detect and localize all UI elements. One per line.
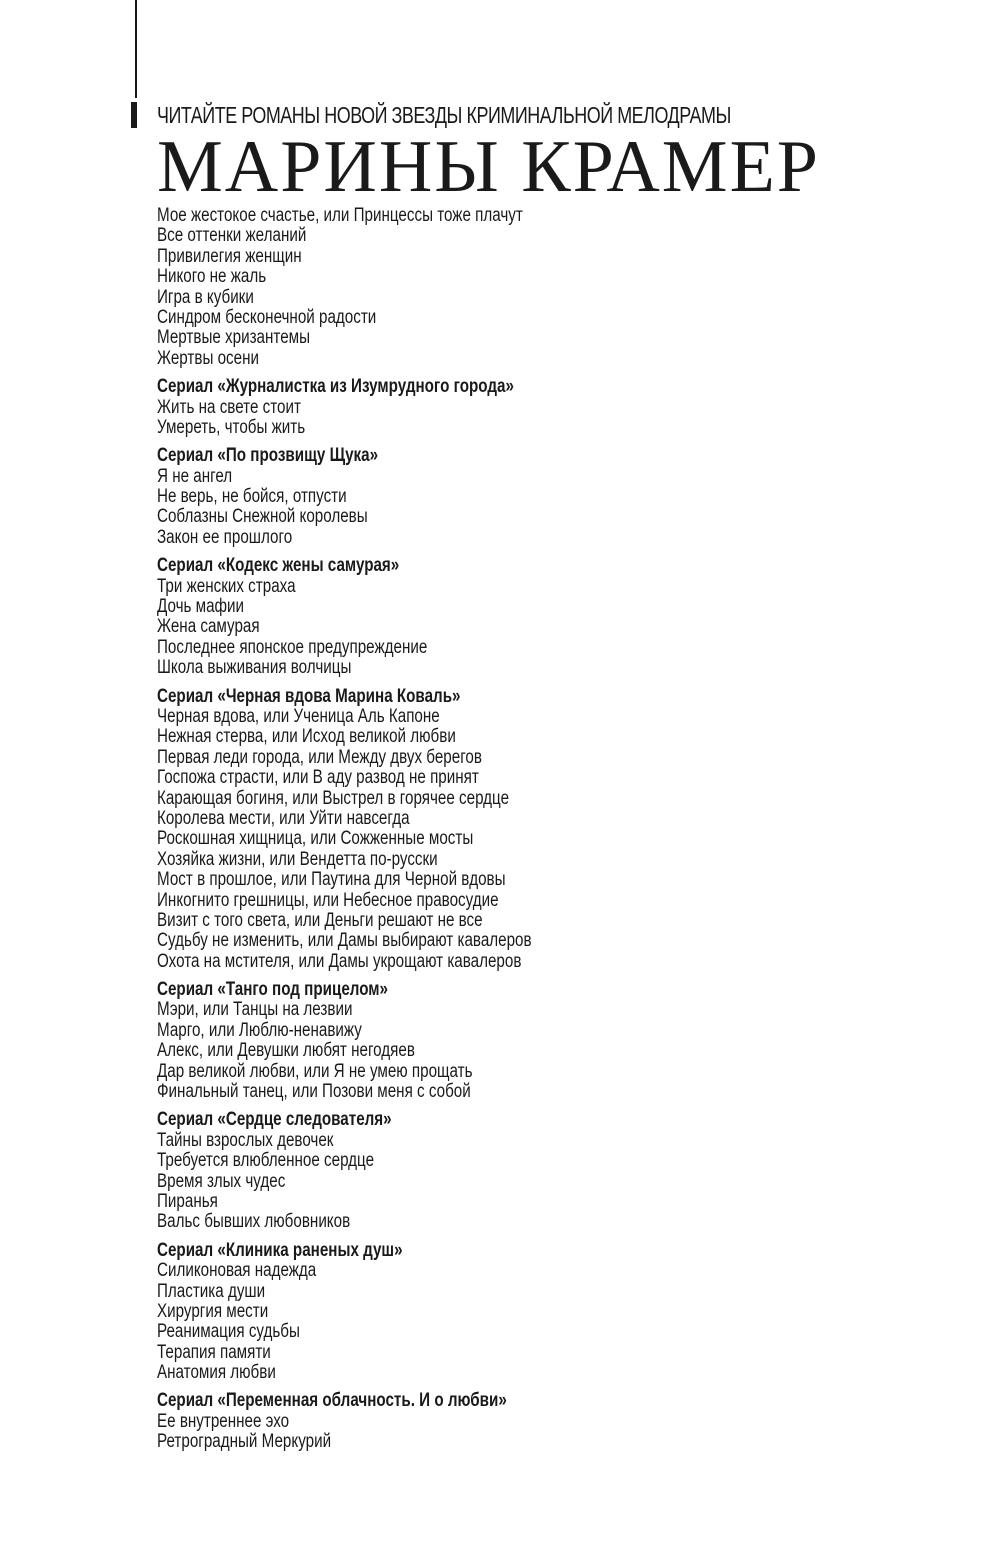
book-title: Нежная стерва, или Исход великой любви xyxy=(157,726,456,748)
book-title: Марго, или Люблю-ненавижу xyxy=(157,1019,362,1041)
book-title: Игра в кубики xyxy=(157,286,254,308)
book-title: Алекс, или Девушки любят негодяев xyxy=(157,1040,415,1062)
series-title: Сериал «Клиника раненых душ» xyxy=(157,1239,403,1261)
book-title: Первая леди города, или Между двух берегов xyxy=(157,746,482,768)
series-title: Сериал «Переменная облачность. И о любви» xyxy=(157,1390,507,1412)
book-title: Мое жестокое счастье, или Принцессы тоже плачут xyxy=(157,205,523,226)
book-title: Ее внутреннее эхо xyxy=(157,1410,290,1432)
series-title: Сериал «Черная вдова Марина Коваль» xyxy=(157,685,461,707)
book-title: Финальный танец, или Позови меня с собой xyxy=(157,1081,471,1103)
book-title: Визит с того света, или Деньги решают не все xyxy=(157,909,483,931)
book-title: Охота на мстителя, или Дамы укрощают кавалеров xyxy=(157,950,522,972)
book-title: Черная вдова, или Ученица Аль Капоне xyxy=(157,705,440,727)
book-title: Королева мести, или Уйти навсегда xyxy=(157,807,410,829)
series-title: Сериал «Сердце следователя» xyxy=(157,1109,392,1131)
book-title: Дочь мафии xyxy=(157,596,245,618)
book-title: Никого не жаль xyxy=(157,266,267,288)
book-title: Вальс бывших любовников xyxy=(157,1211,351,1233)
book-title: Все оттенки желаний xyxy=(157,225,307,247)
book-title: Реанимация судьбы xyxy=(157,1321,300,1343)
book-list xyxy=(157,206,977,1453)
book-title: Соблазны Снежной королевы xyxy=(157,506,368,528)
book-title: Требуется влюбленное сердце xyxy=(157,1150,375,1172)
book-title: Школа выживания волчицы xyxy=(157,657,352,679)
series-block xyxy=(157,1241,977,1384)
book-title: Закон ее прошлого xyxy=(157,526,293,548)
vertical-marker xyxy=(131,102,137,128)
book-title: Последнее японское предупреждение xyxy=(157,636,428,658)
book-title: Синдром бесконечной радости xyxy=(157,306,377,328)
series-block xyxy=(157,980,977,1102)
book-title: Инкогнито грешницы, или Небесное правосудие xyxy=(157,889,499,911)
series-block xyxy=(157,1391,977,1452)
book-title: Умереть, чтобы жить xyxy=(157,416,306,438)
book-title: Не верь, не бойся, отпусти xyxy=(157,486,347,508)
series-block xyxy=(157,687,977,972)
series-block xyxy=(157,377,977,438)
book-title: Карающая богиня, или Выстрел в горячее сердце xyxy=(157,787,510,809)
book-title: Дар великой любви, или Я не умею прощать xyxy=(157,1060,473,1082)
header-subtitle: ЧИТАЙТЕ РОМАНЫ НОВОЙ ЗВЕЗДЫ КРИМИНАЛЬНОЙ МЕЛОДРАМЫ xyxy=(157,102,731,128)
series-block xyxy=(157,1110,977,1232)
book-title: Терапия памяти xyxy=(157,1341,271,1363)
book-title: Жертвы осени xyxy=(157,347,259,369)
book-title: Мертвые хризантемы xyxy=(157,327,311,349)
standalone-books xyxy=(157,206,977,369)
series-title: Сериал «Танго под прицелом» xyxy=(157,979,389,1001)
book-title: Я не ангел xyxy=(157,465,233,487)
book-title: Жена самурая xyxy=(157,616,260,638)
book-title: Роскошная хищница, или Сожженные мосты xyxy=(157,828,474,850)
book-title: Хирургия мести xyxy=(157,1300,269,1322)
author-name: МАРИНЫ КРАМЕР xyxy=(157,126,820,208)
book-title: Мэри, или Танцы на лезвии xyxy=(157,999,353,1021)
book-title: Пиранья xyxy=(157,1190,218,1212)
book-title: Привилегия женщин xyxy=(157,245,302,267)
book-title: Ретроградный Меркурий xyxy=(157,1431,332,1453)
vertical-rule xyxy=(135,0,137,98)
book-title: Мост в прошлое, или Паутина для Черной вдовы xyxy=(157,869,506,891)
book-title: Время злых чудес xyxy=(157,1170,286,1192)
series-title: Сериал «Журналистка из Изумрудного города» xyxy=(157,376,514,398)
series-block xyxy=(157,446,977,548)
book-title: Хозяйка жизни, или Вендетта по-русски xyxy=(157,848,438,870)
book-title: Три женских страха xyxy=(157,575,296,597)
book-title: Судьбу не изменить, или Дамы выбирают кавалеров xyxy=(157,930,532,952)
header xyxy=(157,100,957,208)
book-title: Тайны взрослых девочек xyxy=(157,1129,334,1151)
book-title: Госпожа страсти, или В аду развод не принят xyxy=(157,767,479,789)
series-title: Сериал «Кодекс жены самурая» xyxy=(157,555,400,577)
series-title: Сериал «По прозвищу Щука» xyxy=(157,445,379,467)
book-title: Силиконовая надежда xyxy=(157,1260,317,1282)
series-block xyxy=(157,556,977,678)
book-title: Жить на свете стоит xyxy=(157,396,301,418)
book-title: Анатомия любви xyxy=(157,1362,276,1384)
book-title: Пластика души xyxy=(157,1280,266,1302)
